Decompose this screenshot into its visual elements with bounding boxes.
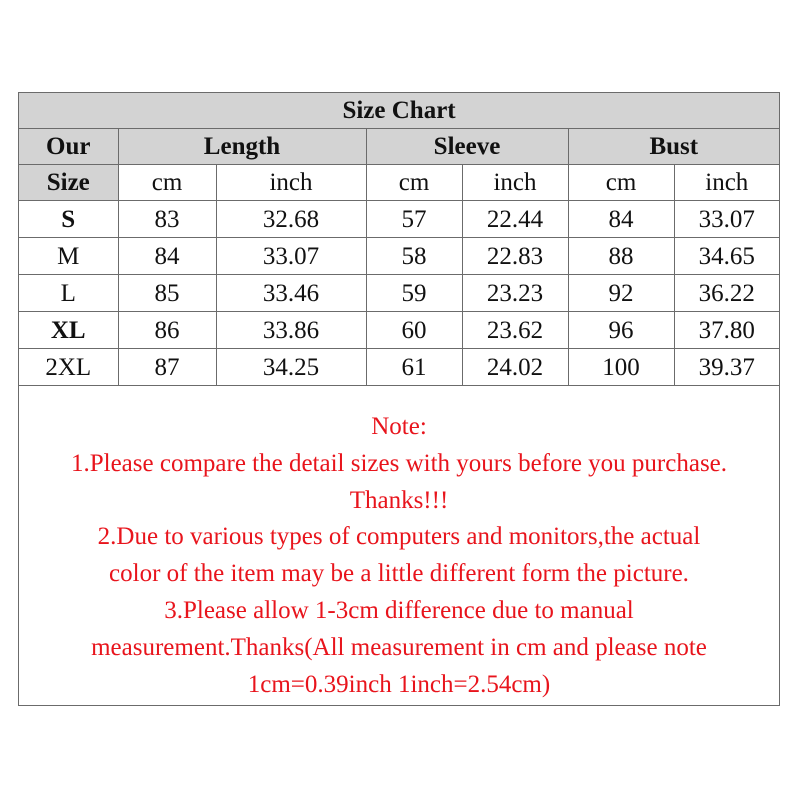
cell-bust-cm: 88 (568, 238, 674, 275)
cell-bust-cm: 100 (568, 349, 674, 386)
unit-bust-cm: cm (568, 165, 674, 201)
cell-sleeve-inch: 23.62 (462, 312, 568, 349)
cell-sleeve-cm: 60 (366, 312, 462, 349)
unit-bust-inch: inch (674, 165, 779, 201)
cell-sleeve-inch: 22.83 (462, 238, 568, 275)
row-size: XL (19, 312, 118, 349)
cell-length-inch: 33.86 (216, 312, 366, 349)
cell-sleeve-inch: 24.02 (462, 349, 568, 386)
table-row (19, 201, 779, 238)
note-line: 2.Due to various types of computers and monitors,the actual (97, 523, 701, 551)
unit-sleeve-cm: cm (366, 165, 462, 201)
header-bust: Bust (568, 129, 779, 165)
note-line: color of the item may be a little different form the picture. (109, 560, 689, 588)
cell-sleeve-inch: 22.44 (462, 201, 568, 238)
cell-bust-inch: 37.80 (674, 312, 779, 349)
note-line: 1cm=0.39inch 1inch=2.54cm) (247, 670, 551, 698)
note-block (19, 405, 779, 705)
header-size: Size (19, 165, 118, 201)
unit-length-cm: cm (118, 165, 216, 201)
cell-bust-cm: 84 (568, 201, 674, 238)
note-line: 3.Please allow 1-3cm difference due to manual (164, 596, 634, 624)
cell-sleeve-cm: 61 (366, 349, 462, 386)
cell-bust-inch: 36.22 (674, 275, 779, 312)
unit-length-inch: inch (216, 165, 366, 201)
row-size: S (19, 201, 118, 238)
table-row (19, 349, 779, 386)
cell-length-cm: 87 (118, 349, 216, 386)
row-size: M (19, 238, 118, 275)
table-row (19, 275, 779, 312)
cell-length-inch: 32.68 (216, 201, 366, 238)
cell-length-cm: 86 (118, 312, 216, 349)
size-table (19, 93, 779, 386)
note-line: 1.Please compare the detail sizes with yours before you purchase. (70, 449, 728, 477)
chart-title: Size Chart (19, 93, 779, 129)
cell-sleeve-cm: 59 (366, 275, 462, 312)
cell-length-inch: 33.46 (216, 275, 366, 312)
cell-bust-cm: 96 (568, 312, 674, 349)
cell-length-inch: 34.25 (216, 349, 366, 386)
size-chart (18, 92, 780, 706)
cell-bust-cm: 92 (568, 275, 674, 312)
header-length: Length (118, 129, 366, 165)
cell-sleeve-cm: 58 (366, 238, 462, 275)
cell-length-inch: 33.07 (216, 238, 366, 275)
note-title: Note: (371, 413, 427, 440)
table-row (19, 238, 779, 275)
row-size: 2XL (19, 349, 118, 386)
table-row (19, 312, 779, 349)
cell-sleeve-inch: 23.23 (462, 275, 568, 312)
cell-length-cm: 85 (118, 275, 216, 312)
cell-bust-inch: 34.65 (674, 238, 779, 275)
cell-bust-inch: 39.37 (674, 349, 779, 386)
header-our: Our (19, 129, 118, 165)
row-size: L (19, 275, 118, 312)
note-line: Thanks!!! (349, 486, 449, 514)
unit-sleeve-inch: inch (462, 165, 568, 201)
cell-bust-inch: 33.07 (674, 201, 779, 238)
cell-length-cm: 84 (118, 238, 216, 275)
header-sleeve: Sleeve (366, 129, 568, 165)
cell-length-cm: 83 (118, 201, 216, 238)
cell-sleeve-cm: 57 (366, 201, 462, 238)
note-line: measurement.Thanks(All measurement in cm and please note (91, 633, 707, 661)
